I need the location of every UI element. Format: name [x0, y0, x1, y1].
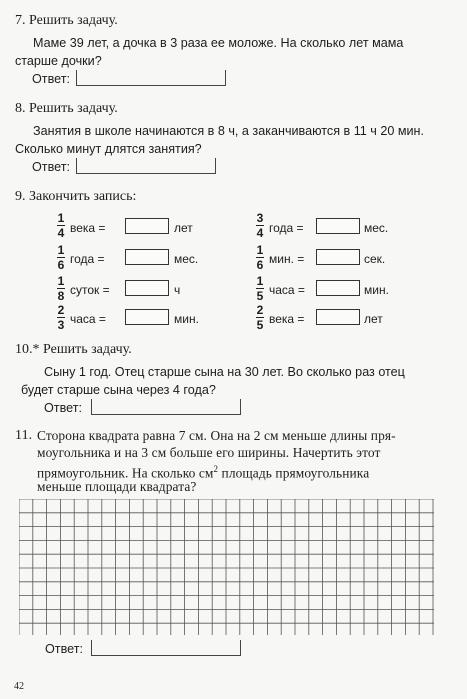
task-11-superscript: 2: [213, 464, 219, 474]
task-11-text-line2: моугольника и на 3 см больше его ширины. Начертить этот: [37, 445, 381, 460]
task-8-text-line1: Занятия в школе начинаются в 8 ч, а заканчиваются в 11 ч 20 мин.: [33, 124, 424, 138]
task-7-text-line1: Маме 39 лет, а дочка в 3 раза ее моложе. На сколько лет мама: [33, 36, 404, 50]
task-10-text-line2: будет старше сына через 4 года?: [21, 383, 216, 397]
task-9-label: года =: [269, 221, 304, 235]
task-9-unit: сек.: [364, 252, 386, 266]
fraction: 1 6: [256, 243, 264, 272]
task-11-text-line3-part1: прямоугольник. На сколько см: [37, 465, 214, 481]
task-9-unit: ч: [174, 283, 181, 297]
fraction: 1 5: [256, 274, 264, 303]
task-9-input-right-2[interactable]: [316, 249, 360, 265]
task-11-number: 11.: [15, 428, 33, 443]
task-9-input-left-1[interactable]: [125, 218, 169, 234]
task-9-input-right-1[interactable]: [316, 218, 360, 234]
task-8-answer-label: Ответ:: [32, 160, 70, 174]
task-8-answer-field[interactable]: [76, 158, 216, 174]
task-10-heading: 10.* Решить задачу.: [15, 342, 132, 357]
task-11-text-line3-part2: площадь прямоугольника: [218, 465, 370, 481]
task-9-label: суток =: [70, 283, 110, 297]
task-11-answer-label: Ответ:: [45, 642, 83, 656]
task-9-input-left-4[interactable]: [125, 309, 169, 325]
task-9-label: века =: [70, 221, 106, 235]
drawing-grid[interactable]: [19, 499, 434, 635]
task-8-heading: 8. Решить задачу.: [15, 101, 118, 116]
task-7-text-line2: старше дочки?: [15, 54, 102, 68]
task-9-label: мин. =: [269, 252, 305, 266]
task-9-label: года =: [70, 252, 105, 266]
task-9-label: часа =: [70, 312, 106, 326]
task-9-label: часа =: [269, 283, 305, 297]
task-9-unit: мин.: [364, 283, 389, 297]
task-7-heading: 7. Решить задачу.: [15, 13, 118, 28]
fraction: 2 3: [57, 303, 65, 332]
fraction: 2 5: [256, 303, 264, 332]
task-10-answer-field[interactable]: [91, 399, 241, 415]
task-9-input-right-4[interactable]: [316, 309, 360, 325]
fraction: 1 4: [57, 211, 65, 240]
task-10-text-line1: Сыну 1 год. Отец старше сына на 30 лет. Во сколько раз отец: [44, 365, 405, 379]
task-7-answer-field[interactable]: [76, 70, 226, 86]
page-number: 42: [14, 681, 24, 692]
task-9-unit: лет: [174, 221, 193, 235]
task-10-answer-label: Ответ:: [44, 401, 82, 415]
task-9-heading: 9. Закончить запись:: [15, 189, 137, 204]
task-9-unit: лет: [364, 312, 383, 326]
fraction: 1 6: [57, 243, 65, 272]
task-9-input-right-3[interactable]: [316, 280, 360, 296]
task-9-label: века =: [269, 312, 305, 326]
task-9-unit: мес.: [364, 221, 389, 235]
task-9-unit: мин.: [174, 312, 199, 326]
task-11-text-line1: Сторона квадрата равна 7 см. Она на 2 см меньше длины пря-: [37, 428, 396, 443]
task-8-text-line2: Сколько минут длятся занятия?: [15, 142, 202, 156]
task-9-input-left-3[interactable]: [125, 280, 169, 296]
task-7-answer-label: Ответ:: [32, 72, 70, 86]
task-11-answer-field[interactable]: [91, 640, 241, 656]
task-9-unit: мес.: [174, 252, 199, 266]
fraction: 3 4: [256, 211, 264, 240]
task-9-input-left-2[interactable]: [125, 249, 169, 265]
task-11-text-line4: меньше площади квадрата?: [37, 479, 197, 494]
fraction: 1 8: [57, 274, 65, 303]
